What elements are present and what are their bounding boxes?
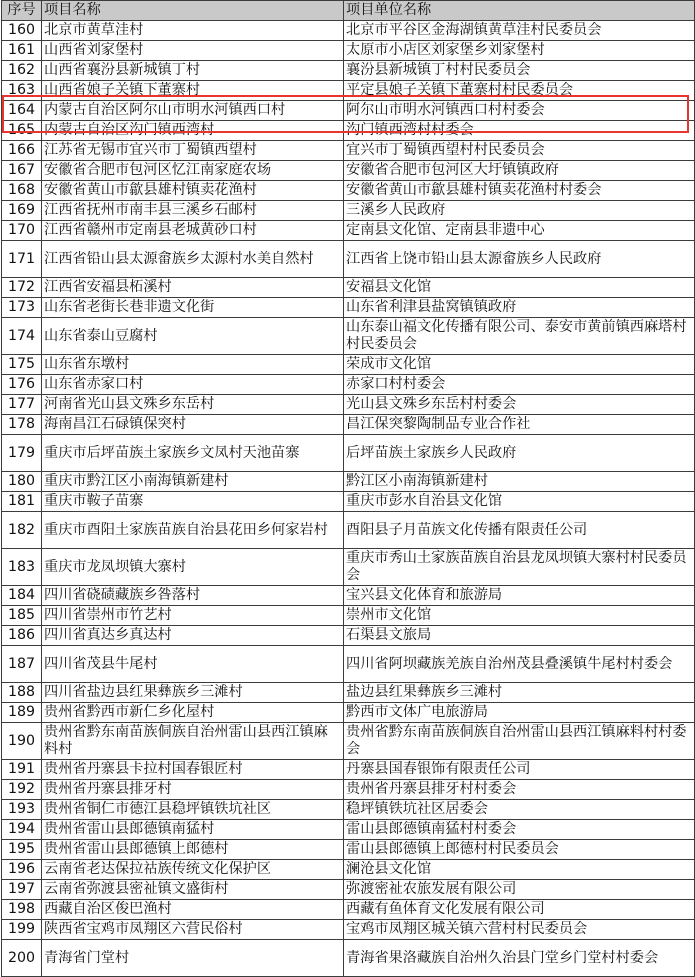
row-number: 196 [2, 860, 42, 880]
table-body [2, 21, 695, 977]
header-project-name: 项目名称 [42, 1, 344, 21]
row-project-name: 云南省老达保拉祜族传统文化保护区 [42, 860, 344, 880]
row-project-name: 重庆市龙凤坝镇大寨村 [42, 549, 344, 586]
row-number: 168 [2, 181, 42, 201]
row-project-unit: 青海省果洛藏族自治州久治县门堂乡门堂村村委会 [344, 940, 695, 977]
row-project-unit: 北京市平谷区金海湖镇黄草洼村民委员会 [344, 21, 695, 41]
row-project-unit: 安徽省合肥市包河区大圩镇镇政府 [344, 161, 695, 181]
row-project-name: 青海省门堂村 [42, 940, 344, 977]
row-project-unit: 三溪乡人民政府 [344, 201, 695, 221]
row-project-name: 山东省赤家口村 [42, 375, 344, 395]
table-row [2, 201, 695, 221]
row-project-name: 山西省娘子关镇下董寨村 [42, 81, 344, 101]
row-project-unit: 安徽省黄山市歙县雄村镇卖花渔村村委会 [344, 181, 695, 201]
row-project-name: 四川省崇州市竹艺村 [42, 606, 344, 626]
row-project-unit: 阿尔山市明水河镇西口村村委会 [344, 101, 695, 121]
row-project-unit: 山东省利津县盐窝镇镇政府 [344, 298, 695, 318]
table-row [2, 703, 695, 723]
row-project-unit: 宝兴县文化体育和旅游局 [344, 586, 695, 606]
table-row [2, 860, 695, 880]
row-number: 192 [2, 780, 42, 800]
row-project-name: 河南省光山县文殊乡东岳村 [42, 395, 344, 415]
row-project-unit: 崇州市文化馆 [344, 606, 695, 626]
header-project-unit: 项目单位名称 [344, 1, 695, 21]
row-project-name: 云南省弥渡县密祉镇文盛街村 [42, 880, 344, 900]
row-project-unit: 重庆市彭水自治县文化馆 [344, 492, 695, 512]
table-row [2, 241, 695, 278]
row-project-name: 江苏省无锡市宜兴市丁蜀镇西望村 [42, 141, 344, 161]
table-row [2, 318, 695, 355]
row-number: 169 [2, 201, 42, 221]
row-project-unit: 山东泰山福文化传播有限公司、泰安市黄前镇西麻塔村村民委员会 [344, 318, 695, 355]
row-number: 190 [2, 723, 42, 760]
table-row [2, 512, 695, 549]
row-project-name: 安徽省合肥市包河区忆江南家庭农场 [42, 161, 344, 181]
row-number: 189 [2, 703, 42, 723]
row-project-unit: 酉阳县子月苗族文化传播有限责任公司 [344, 512, 695, 549]
row-project-unit: 荣成市文化馆 [344, 355, 695, 375]
row-project-name: 北京市黄草洼村 [42, 21, 344, 41]
row-project-unit: 赤家口村村委会 [344, 375, 695, 395]
table-row [2, 760, 695, 780]
row-number: 177 [2, 395, 42, 415]
row-number: 188 [2, 683, 42, 703]
row-project-name: 四川省盐边县红果彝族乡三滩村 [42, 683, 344, 703]
row-project-unit: 宝鸡市凤翔区城关镇六营村村民委员会 [344, 920, 695, 940]
row-project-name: 贵州省黔东南苗族侗族自治州雷山县西江镇麻料村 [42, 723, 344, 760]
table-row [2, 472, 695, 492]
row-project-name: 贵州省雷山县郎德镇南猛村 [42, 820, 344, 840]
row-project-name: 四川省真达乡真达村 [42, 626, 344, 646]
row-project-name: 贵州省丹寨县卡拉村国春银匠村 [42, 760, 344, 780]
row-number: 164 [2, 101, 42, 121]
row-project-name: 江西省抚州市南丰县三溪乡石邮村 [42, 201, 344, 221]
table-row [2, 395, 695, 415]
row-project-name: 江西省铅山县太源畲族乡太源村水美自然村 [42, 241, 344, 278]
row-number: 183 [2, 549, 42, 586]
row-number: 161 [2, 41, 42, 61]
table-row [2, 435, 695, 472]
row-number: 179 [2, 435, 42, 472]
table-row [2, 278, 695, 298]
row-project-name: 贵州省丹寨县排牙村 [42, 780, 344, 800]
table-row [2, 880, 695, 900]
row-project-unit: 平定县娘子关镇下董寨村村民委员会 [344, 81, 695, 101]
table-row [2, 221, 695, 241]
row-project-name: 山东省老街长巷非遗文化街 [42, 298, 344, 318]
table-row [2, 121, 695, 141]
row-project-unit: 贵州省黔东南苗族侗族自治州雷山县西江镇麻料村村委会 [344, 723, 695, 760]
row-number: 172 [2, 278, 42, 298]
row-project-name: 江西省赣州市定南县老城黄砂口村 [42, 221, 344, 241]
row-project-unit: 丹寨县国春银饰有限责任公司 [344, 760, 695, 780]
table-row [2, 492, 695, 512]
table-row [2, 900, 695, 920]
table-row [2, 586, 695, 606]
row-number: 187 [2, 646, 42, 683]
table-row [2, 940, 695, 977]
row-project-unit: 盐边县红果彝族乡三滩村 [344, 683, 695, 703]
table-row [2, 840, 695, 860]
row-number: 180 [2, 472, 42, 492]
row-project-name: 江西省安福县柘溪村 [42, 278, 344, 298]
table-row [2, 141, 695, 161]
row-number: 193 [2, 800, 42, 820]
table-row [2, 415, 695, 435]
row-number: 167 [2, 161, 42, 181]
row-project-unit: 弥渡密祉农旅发展有限公司 [344, 880, 695, 900]
table-row [2, 61, 695, 81]
table-row [2, 780, 695, 800]
table-row [2, 626, 695, 646]
row-project-unit: 定南县文化馆、定南县非遗中心 [344, 221, 695, 241]
row-project-unit: 沟门镇西湾村村委会 [344, 121, 695, 141]
row-project-unit: 石渠县文旅局 [344, 626, 695, 646]
row-project-name: 重庆市黔江区小南海镇新建村 [42, 472, 344, 492]
row-number: 191 [2, 760, 42, 780]
row-project-unit: 太原市小店区刘家堡乡刘家堡村 [344, 41, 695, 61]
row-project-unit: 澜沧县文化馆 [344, 860, 695, 880]
table-row [2, 101, 695, 121]
row-project-unit: 黔江区小南海镇新建村 [344, 472, 695, 492]
row-number: 170 [2, 221, 42, 241]
table-row [2, 683, 695, 703]
row-number: 166 [2, 141, 42, 161]
row-number: 178 [2, 415, 42, 435]
table-row [2, 41, 695, 61]
row-project-name: 安徽省黄山市歙县雄村镇卖花渔村 [42, 181, 344, 201]
row-number: 162 [2, 61, 42, 81]
row-project-unit: 昌江保突黎陶制品专业合作社 [344, 415, 695, 435]
table-row [2, 161, 695, 181]
table-row [2, 181, 695, 201]
table-row [2, 820, 695, 840]
row-number: 197 [2, 880, 42, 900]
row-project-unit: 光山县文殊乡东岳村村委会 [344, 395, 695, 415]
row-number: 174 [2, 318, 42, 355]
row-number: 181 [2, 492, 42, 512]
row-project-name: 贵州省黔西市新仁乡化屋村 [42, 703, 344, 723]
row-project-unit: 后坪苗族土家族乡人民政府 [344, 435, 695, 472]
row-number: 173 [2, 298, 42, 318]
table-row [2, 606, 695, 626]
table-row [2, 646, 695, 683]
table-row [2, 81, 695, 101]
row-number: 171 [2, 241, 42, 278]
row-project-name: 西藏自治区俊巴渔村 [42, 900, 344, 920]
table-row [2, 723, 695, 760]
row-project-name: 重庆市鞍子苗寨 [42, 492, 344, 512]
row-project-name: 山西省襄汾县新城镇丁村 [42, 61, 344, 81]
table-row [2, 375, 695, 395]
row-number: 163 [2, 81, 42, 101]
row-number: 186 [2, 626, 42, 646]
row-project-name: 贵州省铜仁市德江县稳坪镇铁坑社区 [42, 800, 344, 820]
row-number: 175 [2, 355, 42, 375]
table-row [2, 920, 695, 940]
table-row [2, 549, 695, 586]
row-project-name: 陕西省宝鸡市凤翔区六营民俗村 [42, 920, 344, 940]
row-project-name: 山西省刘家堡村 [42, 41, 344, 61]
row-project-name: 内蒙古自治区沟门镇西湾村 [42, 121, 344, 141]
header-number: 序号 [2, 1, 42, 21]
row-project-unit: 西藏有鱼体育文化发展有限公司 [344, 900, 695, 920]
row-number: 182 [2, 512, 42, 549]
table-header-row [2, 1, 695, 21]
table-row [2, 21, 695, 41]
row-project-name: 山东省东墩村 [42, 355, 344, 375]
row-number: 198 [2, 900, 42, 920]
row-project-unit: 贵州省丹寨县排牙村村委会 [344, 780, 695, 800]
row-project-unit: 重庆市秀山土家族苗族自治县龙凤坝镇大寨村村民委员会 [344, 549, 695, 586]
project-table [1, 0, 695, 977]
row-project-unit: 江西省上饶市铅山县太源畲族乡人民政府 [344, 241, 695, 278]
row-project-name: 四川省硗碛藏族乡咎落村 [42, 586, 344, 606]
table-row [2, 355, 695, 375]
row-project-name: 山东省泰山豆腐村 [42, 318, 344, 355]
row-project-unit: 雷山县郎德镇上郎德村村民委员会 [344, 840, 695, 860]
row-project-unit: 四川省阿坝藏族羌族自治州茂县叠溪镇牛尾村村委会 [344, 646, 695, 683]
row-project-unit: 雷山县郎德镇南猛村村委会 [344, 820, 695, 840]
row-project-name: 四川省茂县牛尾村 [42, 646, 344, 683]
row-project-unit: 黔西市文体广电旅游局 [344, 703, 695, 723]
row-number: 176 [2, 375, 42, 395]
table-row [2, 800, 695, 820]
row-number: 195 [2, 840, 42, 860]
row-project-name: 内蒙古自治区阿尔山市明水河镇西口村 [42, 101, 344, 121]
row-number: 165 [2, 121, 42, 141]
row-project-name: 海南昌江石碌镇保突村 [42, 415, 344, 435]
row-number: 184 [2, 586, 42, 606]
row-project-unit: 襄汾县新城镇丁村村民委员会 [344, 61, 695, 81]
row-project-name: 重庆市后坪苗族土家族乡文凤村天池苗寨 [42, 435, 344, 472]
row-project-unit: 稳坪镇铁坑社区居委会 [344, 800, 695, 820]
row-number: 194 [2, 820, 42, 840]
row-project-unit: 宜兴市丁蜀镇西望村村民委员会 [344, 141, 695, 161]
row-number: 200 [2, 940, 42, 977]
row-project-name: 贵州省雷山县郎德镇上郎德村 [42, 840, 344, 860]
row-number: 160 [2, 21, 42, 41]
table-row [2, 298, 695, 318]
row-project-unit: 安福县文化馆 [344, 278, 695, 298]
row-number: 199 [2, 920, 42, 940]
row-number: 185 [2, 606, 42, 626]
row-project-name: 重庆市酉阳土家族苗族自治县花田乡何家岩村 [42, 512, 344, 549]
